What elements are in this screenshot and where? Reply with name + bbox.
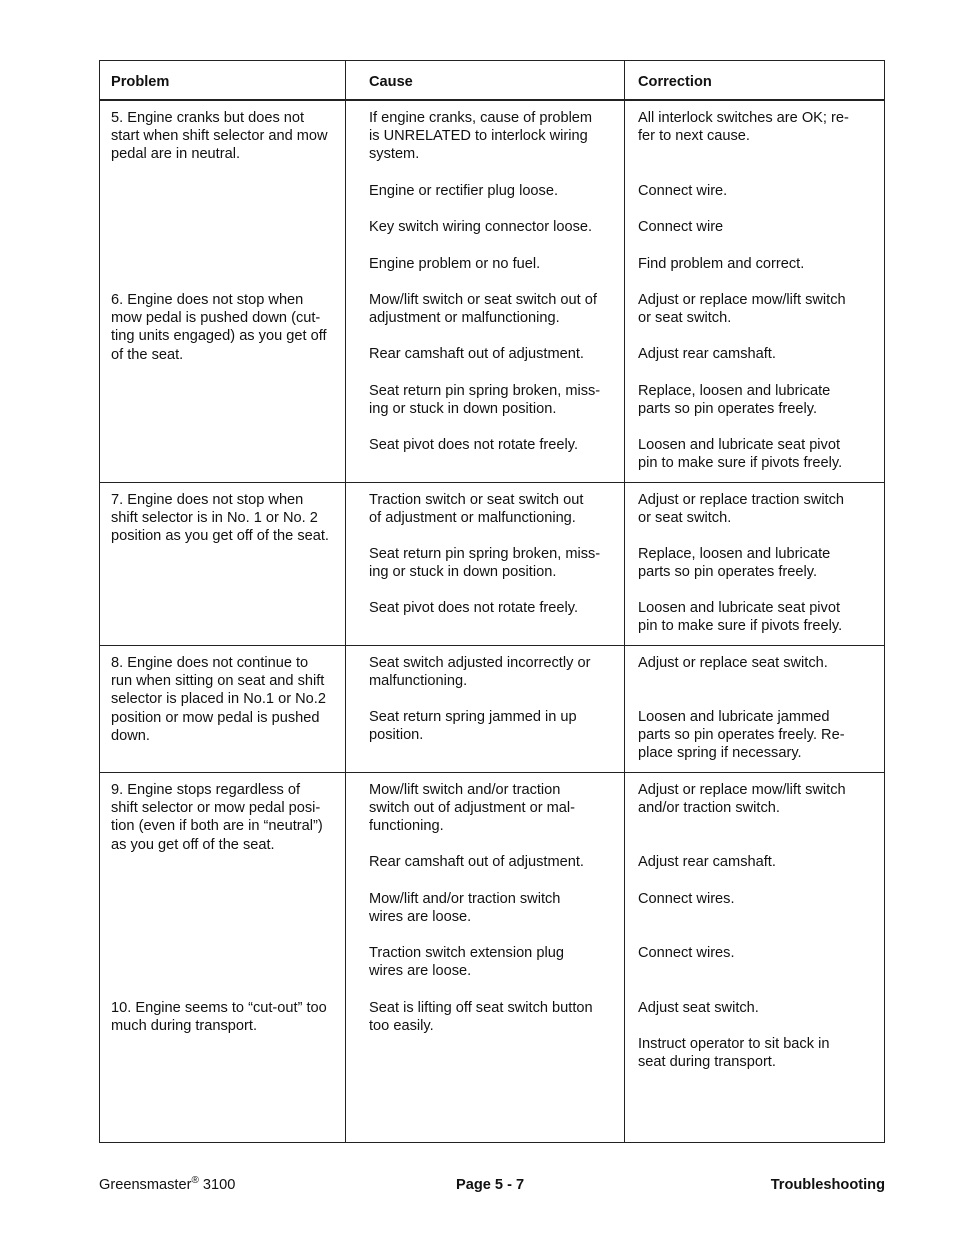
correction-5b: Connect wire. xyxy=(638,183,728,199)
trademark-symbol: ® xyxy=(191,1175,199,1186)
problem-8: 8. Engine does not continue to run when sitting on seat and shift selector is placed in No.1 or No.2 position or mow pedal is pushed down. xyxy=(111,655,326,744)
cause-10a: Seat is lifting off seat switch button too easily. xyxy=(369,1000,593,1035)
footer-product: Greensmaster® 3100 xyxy=(99,1175,236,1193)
cause-8a: Seat switch adjusted incorrectly or malfunctioning. xyxy=(369,655,591,690)
cause-5d: Engine problem or no fuel. xyxy=(369,256,541,272)
correction-7c: Loosen and lubricate seat pivot pin to make sure if pivots freely. xyxy=(638,600,843,635)
cause-8b: Seat return spring jammed in up position. xyxy=(369,709,577,744)
correction-5a: All interlock switches are OK; re- fer to next cause. xyxy=(638,110,849,145)
cause-7b: Seat return pin spring broken, miss- ing or stuck in down position. xyxy=(369,546,601,581)
footer-section-title: Troubleshooting xyxy=(770,1177,885,1193)
row-divider xyxy=(100,482,884,483)
header-divider xyxy=(100,99,884,101)
cause-7a: Traction switch or seat switch out of adjustment or malfunctioning. xyxy=(369,492,584,527)
correction-5d: Find problem and correct. xyxy=(638,256,805,272)
column-divider xyxy=(345,61,346,1142)
correction-10a: Adjust seat switch. xyxy=(638,1000,759,1016)
cause-5c: Key switch wiring connector loose. xyxy=(369,219,593,235)
correction-9c: Connect wires. xyxy=(638,891,735,907)
correction-5c: Connect wire xyxy=(638,219,724,235)
header-problem: Problem xyxy=(111,74,170,90)
cause-9a: Mow/lift switch and/or traction switch out of adjustment or mal- functioning. xyxy=(369,782,576,835)
correction-8b: Loosen and lubricate jammed parts so pin operates freely. Re- place spring if necessary. xyxy=(638,709,845,762)
column-divider xyxy=(624,61,625,1142)
cause-6a: Mow/lift switch or seat switch out of adjustment or malfunctioning. xyxy=(369,292,597,327)
correction-8a: Adjust or replace seat switch. xyxy=(638,655,828,671)
problem-6: 6. Engine does not stop when mow pedal is pushed down (cut- ting units engaged) as you get off of the seat. xyxy=(111,292,327,363)
correction-7b: Replace, loosen and lubricate parts so pin operates freely. xyxy=(638,546,831,581)
correction-7a: Adjust or replace traction switch or seat switch. xyxy=(638,492,845,527)
header-correction: Correction xyxy=(638,74,712,90)
correction-6d: Loosen and lubricate seat pivot pin to make sure if pivots freely. xyxy=(638,437,843,472)
correction-10b: Instruct operator to sit back in seat during transport. xyxy=(638,1036,830,1071)
problem-5: 5. Engine cranks but does not start when shift selector and mow pedal are in neutral. xyxy=(111,110,328,163)
cause-9c: Mow/lift and/or traction switch wires are loose. xyxy=(369,891,561,926)
problem-10: 10. Engine seems to “cut-out” too much during transport. xyxy=(111,1000,327,1035)
footer-page-number: Page 5 - 7 xyxy=(456,1177,525,1193)
cause-9d: Traction switch extension plug wires are loose. xyxy=(369,945,564,980)
cause-6c: Seat return pin spring broken, miss- ing or stuck in down position. xyxy=(369,383,601,418)
cause-9b: Rear camshaft out of adjustment. xyxy=(369,854,584,870)
row-divider xyxy=(100,772,884,773)
cause-5b: Engine or rectifier plug loose. xyxy=(369,183,559,199)
correction-9d: Connect wires. xyxy=(638,945,735,961)
problem-7: 7. Engine does not stop when shift selector is in No. 1 or No. 2 position as you get off of the seat. xyxy=(111,492,329,545)
cause-6d: Seat pivot does not rotate freely. xyxy=(369,437,579,453)
correction-6a: Adjust or replace mow/lift switch or seat switch. xyxy=(638,292,846,327)
correction-6b: Adjust rear camshaft. xyxy=(638,346,776,362)
correction-9a: Adjust or replace mow/lift switch and/or traction switch. xyxy=(638,782,846,817)
correction-9b: Adjust rear camshaft. xyxy=(638,854,776,870)
row-divider xyxy=(100,645,884,646)
problem-9: 9. Engine stops regardless of shift selector or mow pedal posi- tion (even if both are in “neutral”) as you get off of the seat. xyxy=(111,782,323,853)
correction-6c: Replace, loosen and lubricate parts so pin operates freely. xyxy=(638,383,831,418)
header-cause: Cause xyxy=(369,74,413,90)
troubleshooting-table xyxy=(99,60,885,1143)
cause-5a: If engine cranks, cause of problem is UNRELATED to interlock wiring system. xyxy=(369,110,593,163)
cause-7c: Seat pivot does not rotate freely. xyxy=(369,600,579,616)
cause-6b: Rear camshaft out of adjustment. xyxy=(369,346,584,362)
